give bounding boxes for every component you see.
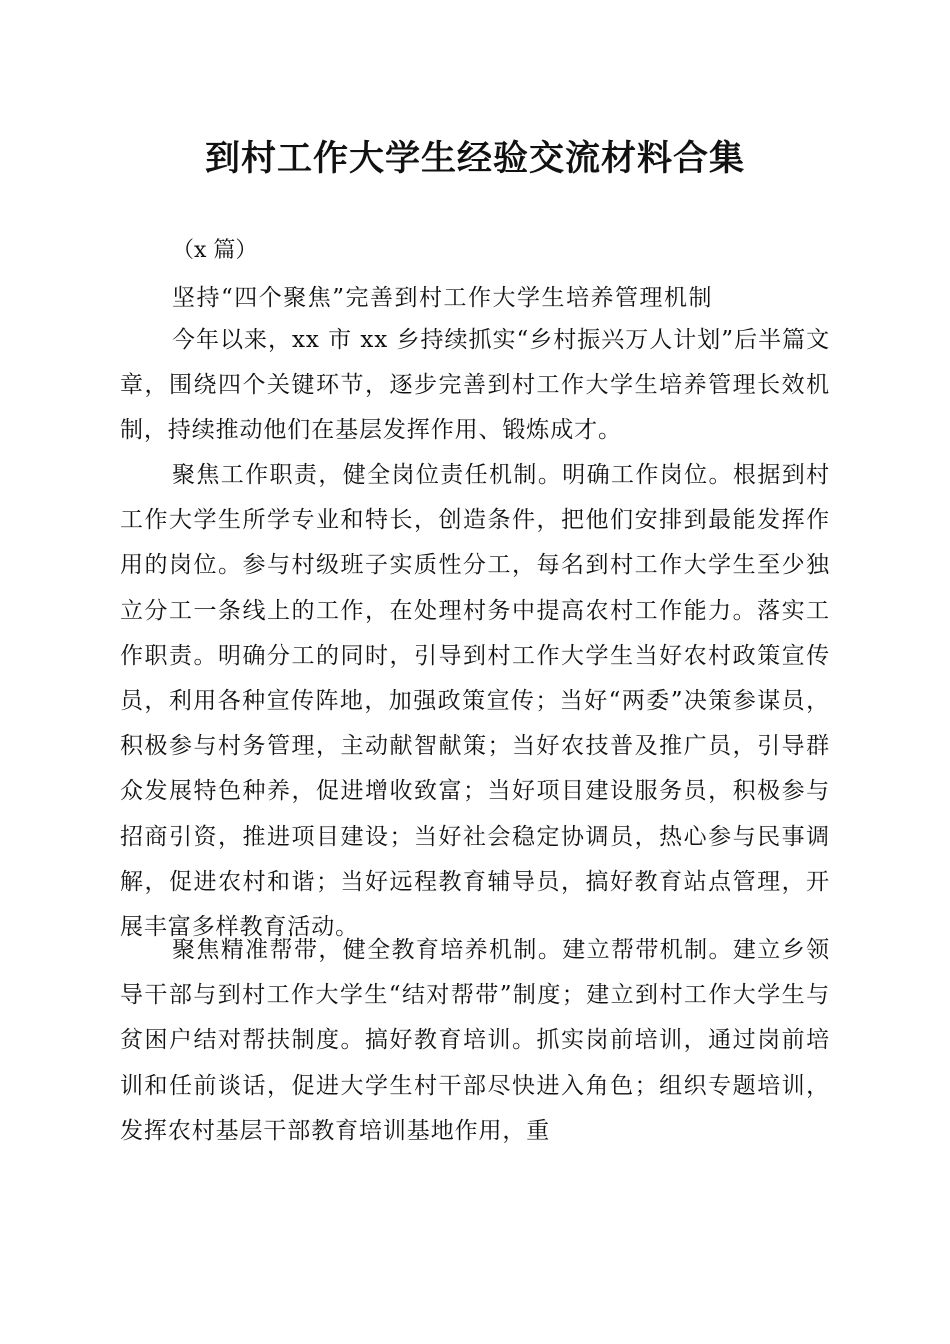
body-paragraph-intro: 今年以来，xx 市 xx 乡持续抓实“乡村振兴万人计划”后半篇文章，围绕四个关键环节，逐步完善到村工作大学生培养管理长效机制，持续推动他们在基层发挥作用、锻炼成才。 (120, 327, 830, 444)
document-title: 到村工作大学生经验交流材料合集 (204, 138, 745, 179)
body-paragraph-mentoring: 聚焦精准帮带，健全教育培养机制。建立帮带机制。建立乡领导干部与到村工作大学生“结对帮带”制度；建立到村工作大学生与贫困户结对帮扶制度。搞好教育培训。抓实岗前培训，通过岗前培训和任前谈话，促进大学生村干部尽快进入角色；组织专题培训，发挥农村基层干部教育培训基地作用，重 (120, 937, 830, 1144)
article-count-note: （x 篇） (172, 238, 258, 263)
article-title: 坚持“四个聚焦”完善到村工作大学生培养管理机制 (172, 285, 714, 311)
body-paragraph-job-duties: 聚焦工作职责，健全岗位责任机制。明确工作岗位。根据到村工作大学生所学专业和特长，创造条件，把他们安排到最能发挥作用的岗位。参与村级班子实质性分工，每名到村工作大学生至少独立分工一条线上的工作，在处理村务中提高农村工作能力。落实工作职责。明确分工的同时，引导到村工作大学生当好农村政策宣传员，利用各种宣传阵地，加强政策宣传；当好“两委”决策参谋员，积极参与村务管理，主动献智献策；当好农技普及推广员，引导群众发展特色种养，促进增收致富；当好项目建设服务员，积极参与招商引资，推进项目建设；当好社会稳定协调员，热心参与民事调解，促进农村和谐；当好远程教育辅导员，搞好教育站点管理，开展丰富多样教育活动。 (120, 462, 830, 941)
